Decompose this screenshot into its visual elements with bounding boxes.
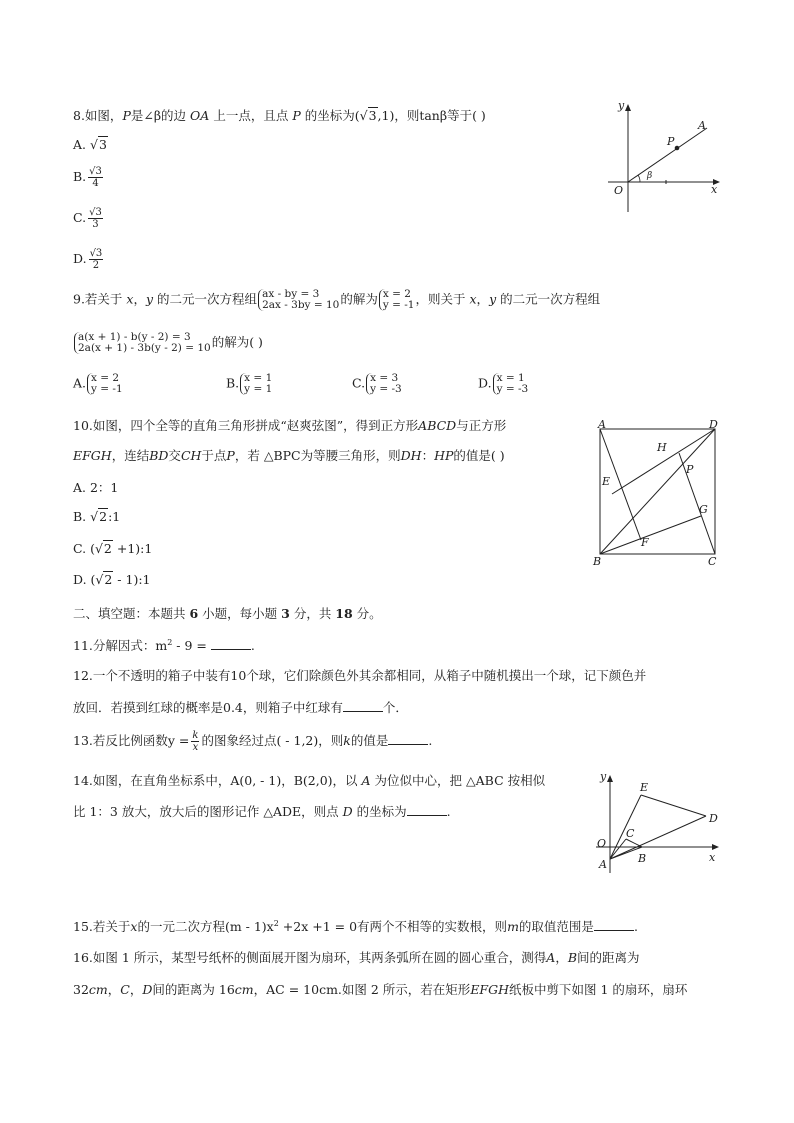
fig10-label-p: P	[686, 463, 694, 476]
fig14-label-x: x	[709, 851, 716, 864]
fig10-label-c: C	[708, 555, 717, 568]
fig8-label-beta: β	[647, 171, 653, 181]
fig10-label-f: F	[641, 536, 649, 549]
section-2-heading: 二、填空题：本题共 6 小题，每小题 3 分，共 18 分。	[73, 606, 382, 621]
q16-line1: 16.如图 1 所示，某型号纸杯的侧面展开图为扇环，其两条弧所在圆的圆心重合，测得A，B间的距离为	[73, 950, 640, 965]
q8-option-a[interactable]: A. √3	[73, 137, 107, 152]
fig10-label-e: E	[602, 475, 611, 488]
fig10-label-h: H	[657, 441, 667, 454]
fig8-label-a: A	[698, 119, 706, 132]
fig8-label-x: x	[711, 183, 718, 196]
q9-option-c[interactable]: C. x = 3 y = -3	[352, 372, 402, 395]
fig14-label-c: C	[626, 827, 635, 840]
q12-line2: 放回．若摸到红球的概率是0.4，则箱子中红球有 个．	[73, 700, 408, 715]
fig14-label-b: B	[638, 852, 647, 865]
q14-line1: 14.如图，在直角坐标系中，A(0, - 1)，B(2,0)，以 A 为位似中心，把 △ABC 按相似	[73, 773, 546, 788]
fig10-label-a: A	[598, 418, 606, 431]
q10-option-b[interactable]: B. √2:1	[73, 509, 121, 524]
q16-line2: 32cm，C，D间的距离为 16cm，AC = 10cm.如图 2 所示，若在矩形EFGH纸板中剪下如图 1 的扇环，扇环	[73, 982, 688, 997]
fig8-label-y: y	[618, 99, 625, 112]
fig10-label-g: G	[699, 503, 708, 516]
q10-option-d[interactable]: D. (√2 - 1):1	[73, 572, 151, 587]
q12-line1: 12.一个不透明的箱子中装有10个球，它们除颜色外其余都相同，从箱子中随机摸出一个球，记下颜色并	[73, 668, 647, 683]
q10-stem-line1: 10.如图，四个全等的直角三角形拼成“赵爽弦图”，得到正方形ABCD与正方形	[73, 418, 507, 433]
q9-option-d[interactable]: D. x = 1 y = -3	[478, 372, 529, 395]
q14-figure	[592, 768, 724, 876]
q14-answer-blank[interactable]	[407, 803, 447, 816]
q10-option-c[interactable]: C. (√2 +1):1	[73, 541, 153, 556]
fig10-label-d: D	[709, 418, 718, 431]
q15-answer-blank[interactable]	[594, 918, 634, 931]
q12-answer-blank[interactable]	[343, 699, 383, 712]
q9-stem-line2: a(x + 1) - b(y - 2) = 3 2a(x + 1) - 3b(y - 2) = 10 的解为( )	[73, 332, 263, 354]
fig10-label-b: B	[593, 555, 602, 568]
q9-option-b[interactable]: B. x = 1 y = 1	[226, 372, 273, 395]
fig8-label-o: O	[614, 184, 624, 197]
q10-stem-line2: EFGH，连结BD交CH于点P，若 △BPC为等腰三角形，则DH：HP的值是( )	[73, 448, 505, 463]
q8-option-b[interactable]: B. $\frac{√3}{4}$	[73, 166, 102, 189]
fig14-label-a: A	[599, 858, 607, 871]
q15: 15.若关于x的一元二次方程$(m - 1)x^2 +2x +1 = 0$有两个不相等的实数根，则m的取值范围是 .	[73, 918, 638, 934]
fig14-label-y: y	[600, 770, 607, 783]
fig14-label-e: E	[640, 781, 649, 794]
q9-option-a[interactable]: A. x = 2 y = -1	[73, 372, 123, 395]
q13-answer-blank[interactable]	[388, 732, 428, 745]
q11-answer-blank[interactable]	[211, 637, 251, 650]
fig8-label-p: P	[667, 135, 675, 148]
q8-figure	[600, 98, 725, 216]
q13: 13.若反比例函数y = $\frac{k}{x}$ 的图象经过点( - 1,2)，则k的值是 .	[73, 730, 433, 753]
q8-option-c[interactable]: C. $\frac{√3}{3}$	[73, 207, 102, 230]
q14-line2: 比 1：3 放大，放大后的图形记作 △ADE，则点 D 的坐标为 .	[73, 804, 451, 819]
q8-stem: 8.如图，P是∠β的边 OA 上一点，且点 P 的坐标为(√3,1)，则tanβ等于( )	[73, 108, 486, 123]
q9-stem-line1: 9.若关于 x，y 的二元一次方程组 ax - by = 3 2ax - 3by = 10 的解为 x = 2 y = -1 ，则关于 x，y 的二元一次方程组	[73, 288, 601, 311]
q10-figure	[588, 416, 728, 572]
fig14-label-o: O	[597, 837, 607, 850]
q11: 11.分解因式：$m^2 - 9$ = .	[73, 637, 255, 653]
q8-option-d[interactable]: D. $\frac{√3}{2}$	[73, 248, 103, 271]
fig14-label-d: D	[709, 812, 718, 825]
q10-option-a[interactable]: A. 2：1	[73, 480, 119, 495]
